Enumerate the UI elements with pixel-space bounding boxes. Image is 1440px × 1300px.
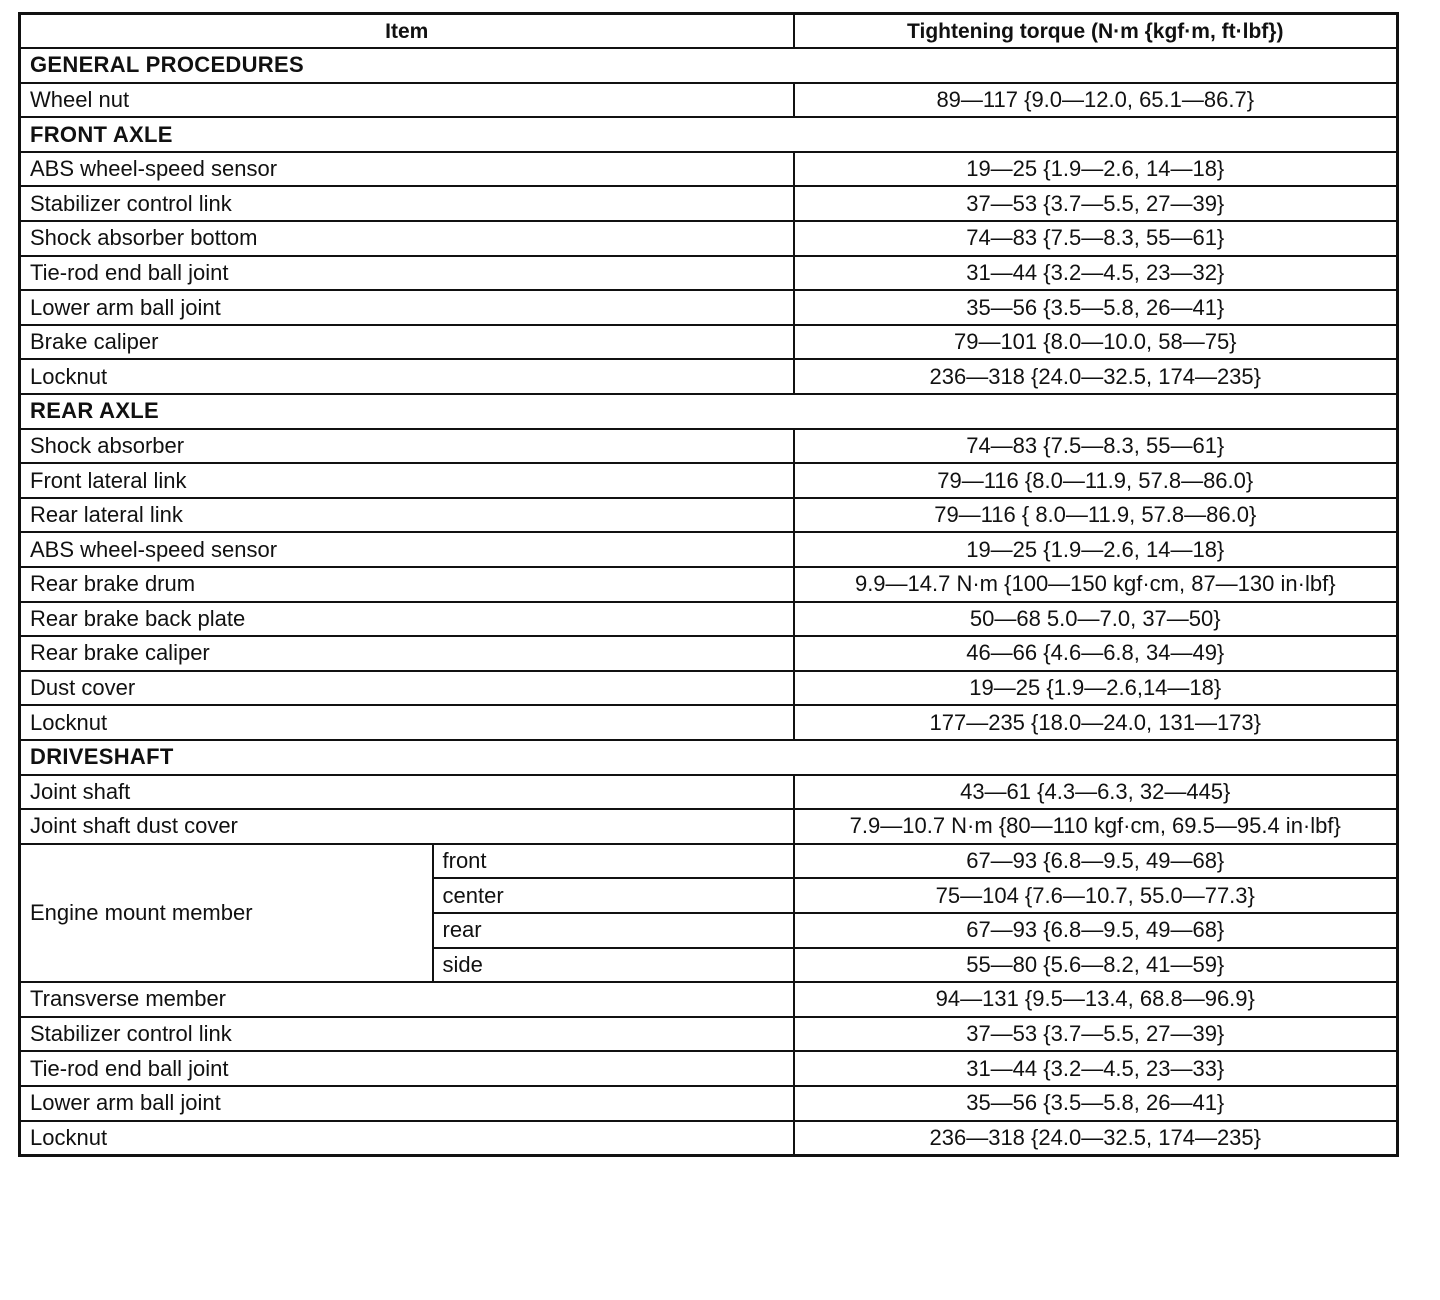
- position-cell: center: [433, 878, 794, 913]
- item-cell: Tie-rod end ball joint: [20, 256, 794, 291]
- torque-cell: 50—68 5.0—7.0, 37—50}: [794, 602, 1398, 637]
- item-cell: Stabilizer control link: [20, 186, 794, 221]
- torque-cell: 19—25 {1.9—2.6,14—18}: [794, 671, 1398, 706]
- torque-cell: 67—93 {6.8—9.5, 49—68}: [794, 844, 1398, 879]
- table-row: [20, 705, 1398, 740]
- table-row: [20, 636, 1398, 671]
- torque-cell: 74—83 {7.5—8.3, 55—61}: [794, 221, 1398, 256]
- torque-cell: 89—117 {9.0—12.0, 65.1—86.7}: [794, 83, 1398, 118]
- torque-cell: 31—44 {3.2—4.5, 23—33}: [794, 1051, 1398, 1086]
- torque-cell: 35—56 {3.5—5.8, 26—41}: [794, 1086, 1398, 1121]
- table-row: [20, 1017, 1398, 1052]
- section-row: [20, 117, 1398, 152]
- torque-cell: 236—318 {24.0—32.5, 174—235}: [794, 359, 1398, 394]
- table-row: [20, 1121, 1398, 1156]
- table-row: [20, 1051, 1398, 1086]
- table-row: [20, 429, 1398, 464]
- table-row: [20, 532, 1398, 567]
- position-cell: rear: [433, 913, 794, 948]
- section-title-front-axle: FRONT AXLE: [20, 117, 1398, 152]
- item-cell: Locknut: [20, 705, 794, 740]
- item-cell: Shock absorber bottom: [20, 221, 794, 256]
- table-row: [20, 359, 1398, 394]
- table-row: [20, 256, 1398, 291]
- torque-cell: 75—104 {7.6—10.7, 55.0—77.3}: [794, 878, 1398, 913]
- table-row: [20, 325, 1398, 360]
- table-row: [20, 1086, 1398, 1121]
- section-row: [20, 394, 1398, 429]
- table-row: [20, 152, 1398, 187]
- table-row: [20, 602, 1398, 637]
- torque-cell: 37—53 {3.7—5.5, 27—39}: [794, 186, 1398, 221]
- torque-cell: 43—61 {4.3—6.3, 32—445}: [794, 775, 1398, 810]
- table-row: [20, 463, 1398, 498]
- header-item: Item: [20, 14, 794, 49]
- header-row: [20, 14, 1398, 49]
- torque-cell: 236—318 {24.0—32.5, 174—235}: [794, 1121, 1398, 1156]
- torque-cell: 79—116 { 8.0—11.9, 57.8—86.0}: [794, 498, 1398, 533]
- torque-cell: 31—44 {3.2—4.5, 23—32}: [794, 256, 1398, 291]
- engine-mount-item-cell: Engine mount member: [20, 844, 433, 982]
- item-cell: Dust cover: [20, 671, 794, 706]
- item-cell: Lower arm ball joint: [20, 290, 794, 325]
- section-title-general: GENERAL PROCEDURES: [20, 48, 1398, 83]
- item-cell: Rear lateral link: [20, 498, 794, 533]
- item-cell: Joint shaft dust cover: [20, 809, 794, 844]
- torque-cell: 177—235 {18.0—24.0, 131—173}: [794, 705, 1398, 740]
- torque-cell: 94—131 {9.5—13.4, 68.8—96.9}: [794, 982, 1398, 1017]
- header-torque: Tightening torque (N·m {kgf·m, ft·lbf}): [794, 14, 1398, 49]
- table-row: [20, 290, 1398, 325]
- item-cell: Wheel nut: [20, 83, 794, 118]
- item-cell: Stabilizer control link: [20, 1017, 794, 1052]
- table-row: [20, 83, 1398, 118]
- torque-cell: 74—83 {7.5—8.3, 55—61}: [794, 429, 1398, 464]
- torque-cell: 7.9—10.7 N·m {80—110 kgf·cm, 69.5—95.4 in·lbf}: [794, 809, 1398, 844]
- item-cell: Rear brake drum: [20, 567, 794, 602]
- item-cell: Front lateral link: [20, 463, 794, 498]
- item-cell: ABS wheel-speed sensor: [20, 152, 794, 187]
- table-row: [20, 775, 1398, 810]
- table-row: [20, 186, 1398, 221]
- torque-cell: 46—66 {4.6—6.8, 34—49}: [794, 636, 1398, 671]
- item-cell: ABS wheel-speed sensor: [20, 532, 794, 567]
- section-title-driveshaft: DRIVESHAFT: [20, 740, 1398, 775]
- position-cell: side: [433, 948, 794, 983]
- table-row: [20, 982, 1398, 1017]
- torque-cell: 19—25 {1.9—2.6, 14—18}: [794, 532, 1398, 567]
- table-row: [20, 671, 1398, 706]
- torque-cell: 67—93 {6.8—9.5, 49—68}: [794, 913, 1398, 948]
- item-cell: Lower arm ball joint: [20, 1086, 794, 1121]
- table-row: [20, 844, 1398, 879]
- torque-table: [18, 12, 1399, 1157]
- torque-cell: 37—53 {3.7—5.5, 27—39}: [794, 1017, 1398, 1052]
- torque-cell: 79—116 {8.0—11.9, 57.8—86.0}: [794, 463, 1398, 498]
- table-row: [20, 221, 1398, 256]
- item-cell: Tie-rod end ball joint: [20, 1051, 794, 1086]
- item-cell: Locknut: [20, 359, 794, 394]
- torque-cell: 55—80 {5.6—8.2, 41—59}: [794, 948, 1398, 983]
- table-row: [20, 809, 1398, 844]
- item-cell: Brake caliper: [20, 325, 794, 360]
- item-cell: Rear brake back plate: [20, 602, 794, 637]
- table-row: [20, 498, 1398, 533]
- item-cell: Transverse member: [20, 982, 794, 1017]
- position-cell: front: [433, 844, 794, 879]
- item-cell: Locknut: [20, 1121, 794, 1156]
- section-row: [20, 48, 1398, 83]
- torque-cell: 35—56 {3.5—5.8, 26—41}: [794, 290, 1398, 325]
- section-row: [20, 740, 1398, 775]
- torque-cell: 19—25 {1.9—2.6, 14—18}: [794, 152, 1398, 187]
- torque-cell: 9.9—14.7 N·m {100—150 kgf·cm, 87—130 in·lbf}: [794, 567, 1398, 602]
- item-cell: Joint shaft: [20, 775, 794, 810]
- torque-cell: 79—101 {8.0—10.0, 58—75}: [794, 325, 1398, 360]
- item-cell: Shock absorber: [20, 429, 794, 464]
- table-row: [20, 567, 1398, 602]
- section-title-rear-axle: REAR AXLE: [20, 394, 1398, 429]
- item-cell: Rear brake caliper: [20, 636, 794, 671]
